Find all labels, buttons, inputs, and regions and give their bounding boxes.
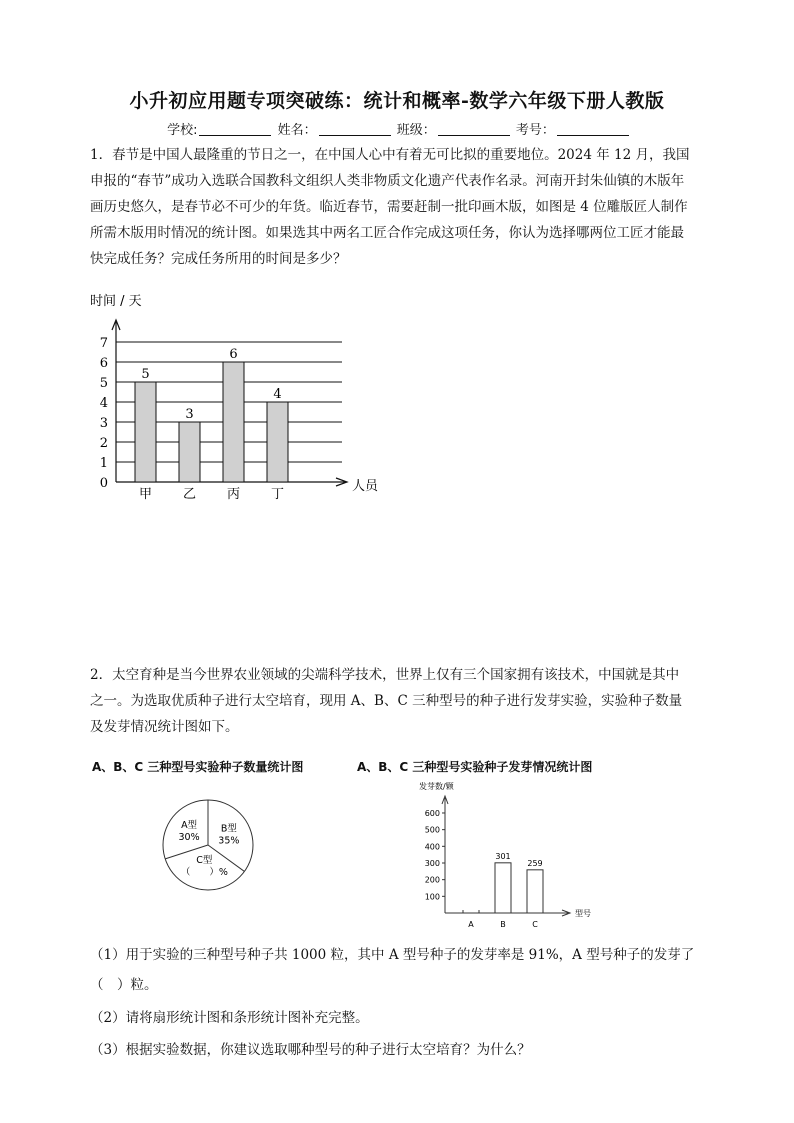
q2-sub1-line1: （1）用于实验的三种型号种子共 1000 粒，其中 A 型号种子的发芽率是 91%，A 型号种子的发芽了: [90, 947, 695, 963]
q2-line: 及发芽情况统计图如下。: [90, 719, 239, 735]
seed-count-pie-chart: [150, 795, 280, 895]
name-blank[interactable]: [319, 123, 391, 136]
student-info-line: [0, 119, 794, 138]
x-axis-label: 型号: [575, 909, 591, 918]
exam-no-label: 考号：: [515, 123, 555, 138]
school-label: 学校:: [167, 123, 198, 138]
school-blank[interactable]: [199, 123, 271, 136]
q2-sub3: （3）根据实验数据，你建议选取哪种型号的种子进行太空培育？为什么？: [90, 1042, 531, 1058]
exam-no-blank[interactable]: [557, 123, 629, 136]
q1-line: 申报的“春节”成功入选联合国教科文组织人类非物质文化遗产代表作名录。河南开封朱仙镇的木版年: [90, 173, 685, 189]
q2-line: 2．太空育种是当今世界农业领域的尖端科学技术，世界上仅有三个国家拥有该技术，中国就是其中: [90, 667, 680, 683]
q1-line: 快完成任务？完成任务所用的时间是多少？: [90, 251, 347, 267]
bar-value-label: 4: [273, 387, 282, 402]
pie-slice-value: 35%: [218, 835, 240, 847]
carving-time-bar-chart: [88, 288, 398, 510]
y-tick-label: 6: [99, 356, 108, 371]
name-label: 姓名：: [277, 123, 317, 138]
y-tick-label: 300: [424, 858, 440, 868]
bar: [135, 382, 156, 482]
bar: [495, 863, 511, 913]
y-tick-label: 400: [424, 842, 440, 852]
q2-sub1-line2: （ ）粒。: [90, 977, 158, 993]
q1-line: 画历史悠久，是春节必不可少的年货。临近春节，需要赶制一批印画木版，如图是 4 位雕版匠人制作: [90, 199, 688, 215]
y-tick-label: 2: [99, 436, 108, 451]
q2-sub2: （2）请将扇形统计图和条形统计图补充完整。: [90, 1010, 369, 1026]
bar-value-label: 5: [141, 367, 150, 382]
x-axis-label: 人员: [352, 479, 379, 494]
pie-slice-label: C型: [196, 855, 213, 867]
y-tick-label: 100: [424, 892, 440, 902]
q1-line: 所需木版用时情况的统计图。如果选其中两名工匠合作完成这项任务，你认为选择哪两位工匠才能最: [90, 225, 684, 241]
pie-slice-label: A型: [181, 820, 198, 832]
pie-slice-value: 30%: [178, 832, 200, 844]
x-tick-label: A: [468, 920, 474, 929]
pie-slice-label: B型: [220, 823, 237, 835]
germination-chart-title: A、B、C 三种型号实验种子发芽情况统计图: [357, 760, 593, 774]
q2-line: 之一。为选取优质种子进行太空培育，现用 A、B、C 三种型号的种子进行发芽实验，实验种子数量: [90, 693, 683, 709]
class-label: 班级：: [396, 123, 436, 138]
x-tick-label: 丙: [226, 487, 241, 502]
x-tick-label: C: [532, 920, 538, 929]
y-tick-label: 3: [99, 416, 108, 431]
bar: [179, 422, 200, 482]
germination-bar-chart: [405, 776, 605, 936]
x-tick-label: 甲: [138, 487, 153, 502]
question-2-text: [90, 662, 704, 740]
y-tick-label: 0: [99, 476, 108, 491]
y-tick-label: 500: [424, 825, 440, 835]
class-blank[interactable]: [438, 123, 510, 136]
y-axis-label: 发芽数/颗: [419, 782, 454, 791]
pie-chart-title: A、B、C 三种型号实验种子数量统计图: [92, 760, 304, 774]
x-tick-label: B: [500, 920, 506, 929]
y-axis-label: 时间 / 天: [90, 294, 142, 309]
bar-value-label: 3: [185, 407, 194, 422]
bar-value-label: 6: [229, 347, 238, 362]
bar-value-label: 259: [527, 858, 543, 868]
bar: [223, 362, 244, 482]
y-tick-label: 4: [99, 396, 108, 411]
q1-line: 1．春节是中国人最隆重的节日之一，在中国人心中有着无可比拟的重要地位。2024 年 12 月，我国: [90, 147, 690, 163]
pie-slice-value: （ ）%: [180, 867, 228, 879]
y-tick-label: 5: [99, 376, 108, 391]
y-tick-label: 7: [99, 336, 108, 351]
y-tick-label: 600: [424, 808, 440, 818]
y-tick-label: 200: [424, 875, 440, 885]
x-tick-label: 乙: [182, 487, 197, 502]
y-tick-label: 1: [99, 456, 108, 471]
x-tick-label: 丁: [270, 487, 285, 502]
page-title: 小升初应用题专项突破练：统计和概率-数学六年级下册人教版: [129, 90, 665, 112]
bar: [267, 402, 288, 482]
bar-value-label: 301: [495, 851, 511, 861]
bar: [527, 870, 543, 913]
question-1-text: [90, 142, 704, 272]
